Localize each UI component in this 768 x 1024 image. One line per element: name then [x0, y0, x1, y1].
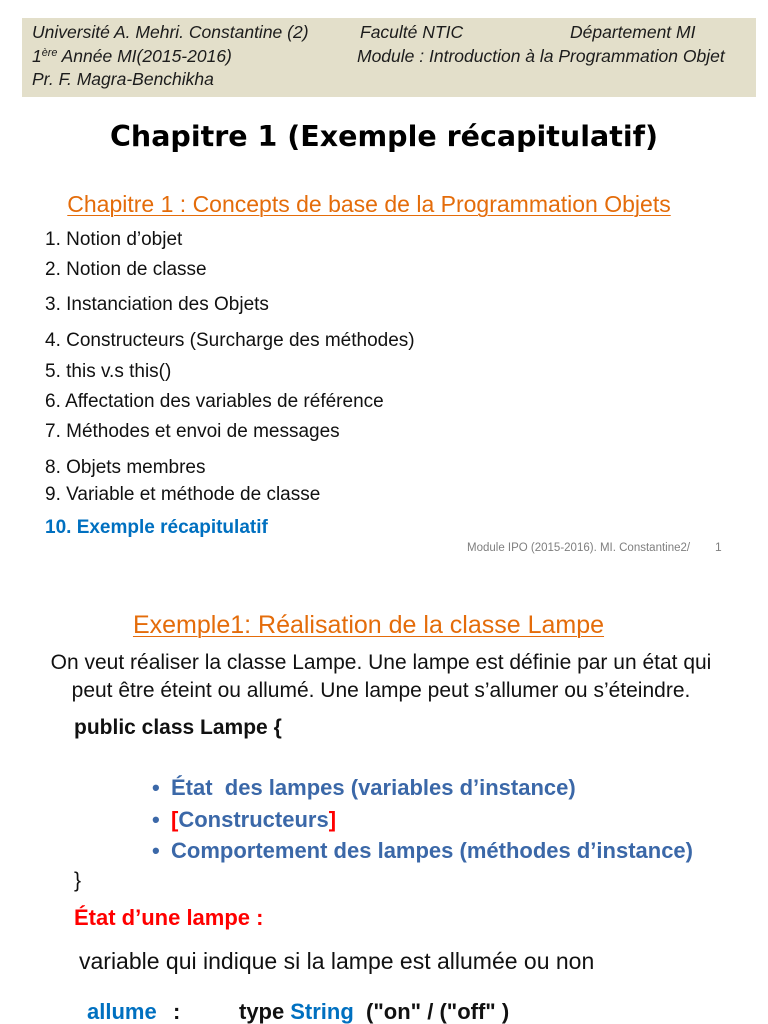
class-declaration-open: public class Lampe { — [74, 716, 282, 739]
outline-item: 7. Méthodes et envoi de messages — [45, 421, 340, 442]
academic-year — [32, 45, 232, 68]
field-type-keyword: type — [239, 999, 285, 1024]
bullet-icon: • — [152, 807, 160, 832]
bullet-constructors — [171, 807, 336, 833]
field-type-name: String — [290, 999, 354, 1024]
page-number: 1 — [715, 540, 722, 554]
intro-line-2: peut être éteint ou allumé. Une lampe peut s’allumer ou s’éteindre. — [71, 679, 691, 702]
outline-item: 8. Objets membres — [45, 457, 206, 478]
outline-item: 2. Notion de classe — [45, 259, 207, 280]
example-title: Exemple1: Réalisation de la classe Lampe — [132, 611, 605, 639]
outline-item: 1. Notion d’objet — [45, 229, 183, 250]
field-colon: : — [173, 999, 181, 1024]
slide-footer-text: Module IPO (2015-2016). MI. Constantine2/ — [467, 542, 691, 554]
year-number: 1 — [32, 46, 42, 66]
intro-line-1: On veut réaliser la classe Lampe. Une lampe est définie par un état qui — [50, 651, 712, 674]
state-heading: État d’une lampe : — [74, 905, 264, 930]
outline-item: 5. this v.s this() — [45, 361, 172, 382]
module-name: Module : Introduction à la Programmation Objet — [357, 46, 725, 66]
outline-item-current: 10. Exemple récapitulatif — [45, 517, 268, 538]
bullet-instance-state: État des lampes (variables d’instance) — [171, 775, 576, 800]
outline-item: 3. Instanciation des Objets — [45, 294, 269, 315]
university-name: Université A. Mehri. Constantine (2) — [32, 22, 309, 42]
year-rest: Année MI(2015-2016) — [57, 46, 232, 66]
faculty-name: Faculté NTIC — [360, 22, 464, 42]
outline-item: 6. Affectation des variables de référence — [45, 391, 384, 412]
class-declaration-close: } — [74, 869, 82, 892]
year-suffix: ère — [41, 47, 58, 60]
field-type — [239, 1001, 509, 1023]
chapter-title: Chapitre 1 (Exemple récapitulatif) — [109, 120, 659, 153]
outline-item: 4. Constructeurs (Surcharge des méthodes) — [45, 330, 415, 351]
state-description: variable qui indique si la lampe est allumée ou non — [79, 948, 595, 974]
field-name: allume — [87, 999, 157, 1024]
constructors-label: Constructeurs — [178, 807, 329, 832]
bullet-icon: • — [152, 838, 160, 863]
field-values: ("on" / ("off" ) — [353, 999, 510, 1024]
bullet-instance-behavior: Comportement des lampes (méthodes d’instance) — [171, 838, 693, 863]
department-name: Département MI — [570, 22, 696, 42]
professor-name: Pr. F. Magra-Benchikha — [32, 69, 214, 89]
bullet-icon: • — [152, 775, 160, 800]
bracket-close: ] — [328, 807, 337, 832]
outline-item: 9. Variable et méthode de classe — [45, 484, 321, 505]
bracket-open: [ — [171, 807, 179, 832]
chapter-subtitle: Chapitre 1 : Concepts de base de la Programmation Objets — [67, 191, 671, 217]
